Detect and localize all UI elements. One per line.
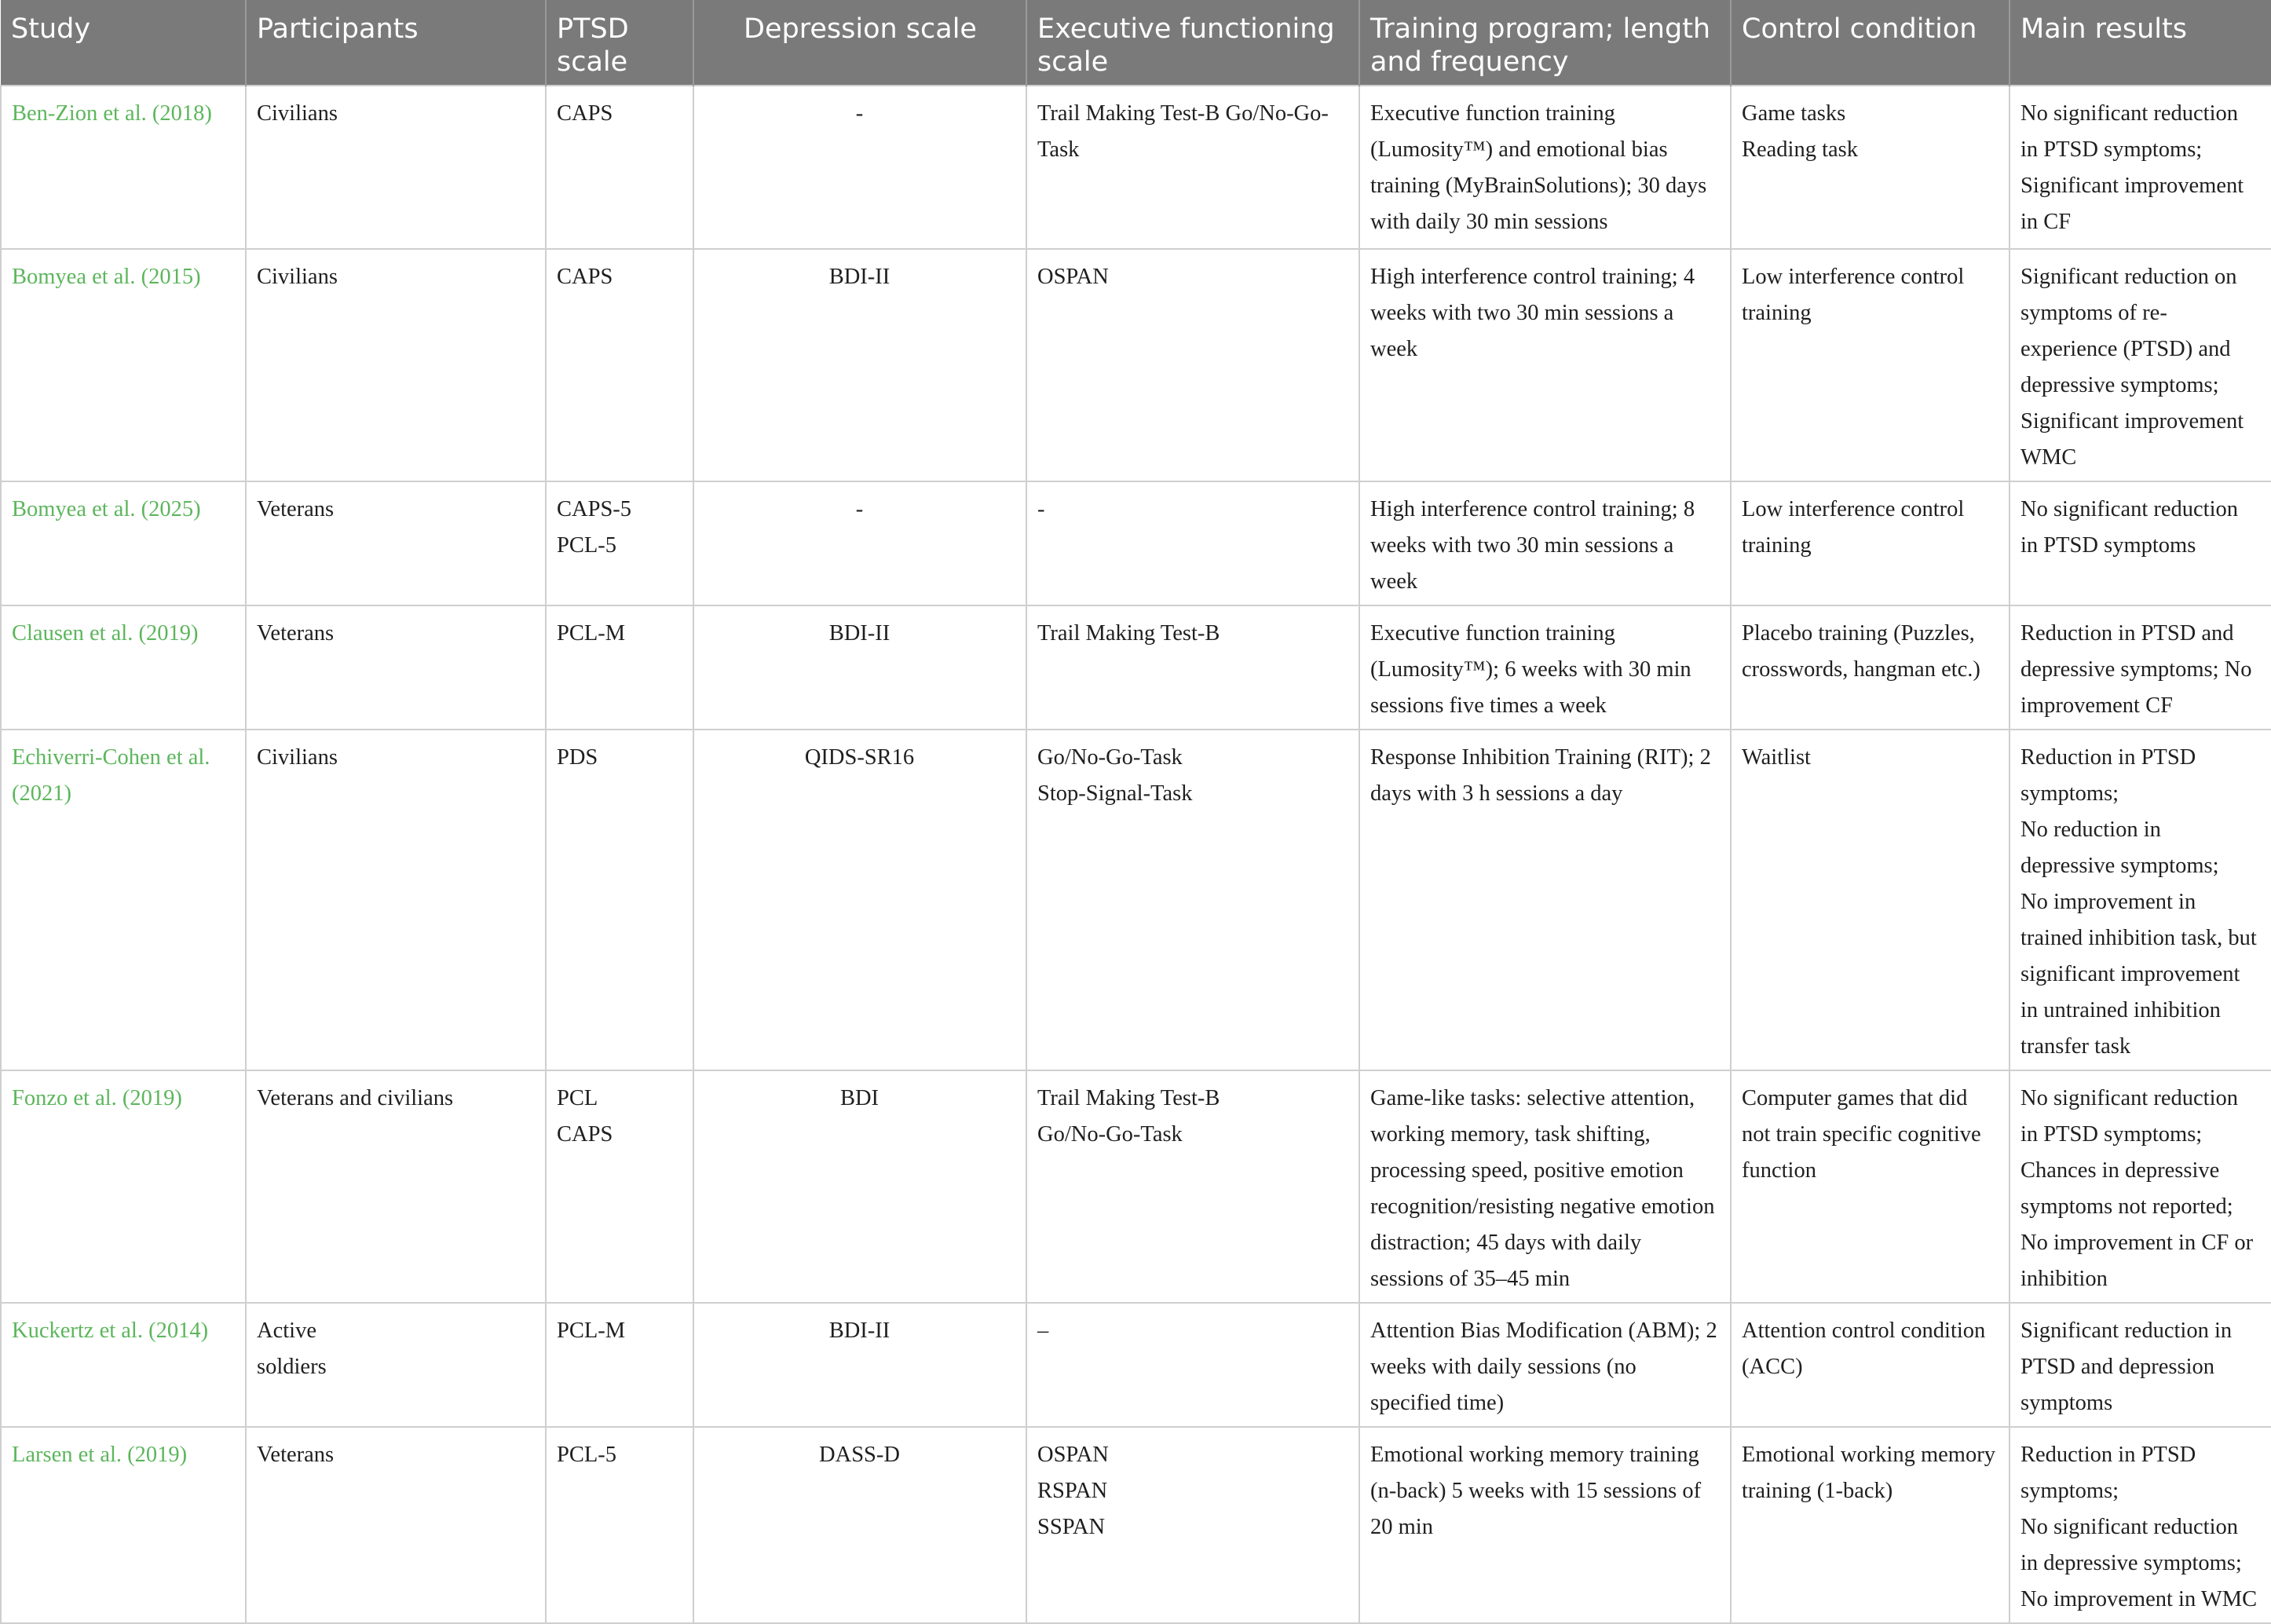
participants-cell: Civilians [246,249,546,481]
depression-scale-cell: - [693,86,1026,249]
control-cell: Attention control condition (ACC) [1731,1303,2010,1427]
control-cell: Game tasks Reading task [1731,86,2010,249]
table-row [1,1303,2271,1427]
executive-scale-cell: - [1026,481,1359,605]
study-link[interactable]: Echiverri-Cohen et al. (2021) [1,730,246,1070]
executive-scale-cell: – [1026,1303,1359,1427]
participants-cell: Veterans [246,1427,546,1623]
executive-scale-cell: OSPAN [1026,249,1359,481]
ptsd-scale-cell: PDS [546,730,693,1070]
depression-scale-cell: BDI-II [693,249,1026,481]
ptsd-scale-cell: CAPS [546,249,693,481]
training-cell: Executive function training (Lumosity™) and emotional bias training (MyBrainSolutions); 30 days with daily 30 min sessions [1359,86,1731,249]
depression-scale-cell: BDI-II [693,605,1026,730]
depression-scale-cell: BDI [693,1070,1026,1303]
training-cell: Attention Bias Modification (ABM); 2 weeks with daily sessions (no specified time) [1359,1303,1731,1427]
study-link[interactable]: Bomyea et al. (2025) [1,481,246,605]
header-executive-functioning-scale: Executive functioning scale [1026,0,1359,86]
depression-scale-cell: BDI-II [693,1303,1026,1427]
ptsd-scale-cell: PCL CAPS [546,1070,693,1303]
results-cell: Reduction in PTSD and depressive symptoms; No improvement CF [2010,605,2271,730]
ptsd-scale-cell: PCL-5 [546,1427,693,1623]
study-link[interactable]: Bomyea et al. (2015) [1,249,246,481]
participants-cell: Civilians [246,86,546,249]
executive-scale-cell: Go/No-Go-Task Stop-Signal-Task [1026,730,1359,1070]
training-cell: Game-like tasks: selective attention, working memory, task shifting, processing speed, positive emotion recognition/resisting negative emotion distraction; 45 days with daily sessions of 35–45 min [1359,1070,1731,1303]
executive-scale-cell: OSPAN RSPAN SSPAN [1026,1427,1359,1623]
participants-cell: Active soldiers [246,1303,546,1427]
training-cell: High interference control training; 8 weeks with two 30 min sessions a week [1359,481,1731,605]
executive-scale-cell: Trail Making Test-B Go/No-Go-Task [1026,1070,1359,1303]
training-cell: High interference control training; 4 weeks with two 30 min sessions a week [1359,249,1731,481]
participants-cell: Civilians [246,730,546,1070]
control-cell: Emotional working memory training (1-back) [1731,1427,2010,1623]
study-link[interactable]: Clausen et al. (2019) [1,605,246,730]
results-cell: Significant reduction in PTSD and depression symptoms [2010,1303,2271,1427]
table-row [1,249,2271,481]
results-cell: No significant reduction in PTSD symptoms [2010,481,2271,605]
table-row [1,730,2271,1070]
control-cell: Low interference control training [1731,481,2010,605]
depression-scale-cell: QIDS-SR16 [693,730,1026,1070]
header-training-program: Training program; length and frequency [1359,0,1731,86]
results-cell: Significant reduction on symptoms of re-experience (PTSD) and depressive symptoms; Significant improvement WMC [2010,249,2271,481]
participants-cell: Veterans [246,605,546,730]
control-cell: Waitlist [1731,730,2010,1070]
table-row [1,481,2271,605]
ptsd-scale-cell: CAPS-5 PCL-5 [546,481,693,605]
participants-cell: Veterans and civilians [246,1070,546,1303]
header-row [1,0,2271,86]
control-cell: Computer games that did not train specific cognitive function [1731,1070,2010,1303]
training-cell: Response Inhibition Training (RIT); 2 days with 3 h sessions a day [1359,730,1731,1070]
table-row [1,605,2271,730]
study-link[interactable]: Ben-Zion et al. (2018) [1,86,246,249]
header-study: Study [1,0,246,86]
header-participants: Participants [246,0,546,86]
header-ptsd-scale: PTSD scale [546,0,693,86]
table-row [1,1070,2271,1303]
study-link[interactable]: Fonzo et al. (2019) [1,1070,246,1303]
results-cell: Reduction in PTSD symptoms; No significant reduction in depressive symptoms; No improvement in WMC [2010,1427,2271,1623]
control-cell: Placebo training (Puzzles, crosswords, hangman etc.) [1731,605,2010,730]
control-cell: Low interference control training [1731,249,2010,481]
header-depression-scale: Depression scale [693,0,1026,86]
results-cell: No significant reduction in PTSD symptoms; Chances in depressive symptoms not reported; No improvement in CF or inhibition [2010,1070,2271,1303]
depression-scale-cell: - [693,481,1026,605]
header-control-condition: Control condition [1731,0,2010,86]
executive-scale-cell: Trail Making Test-B Go/No-Go-Task [1026,86,1359,249]
results-cell: Reduction in PTSD symptoms; No reduction in depressive symptoms; No improvement in trained inhibition task, but significant improvement in untrained inhibition transfer task [2010,730,2271,1070]
results-cell: No significant reduction in PTSD symptoms; Significant improvement in CF [2010,86,2271,249]
header-main-results: Main results [2010,0,2271,86]
table-row [1,86,2271,249]
ptsd-scale-cell: CAPS [546,86,693,249]
training-cell: Emotional working memory training (n-back) 5 weeks with 15 sessions of 20 min [1359,1427,1731,1623]
depression-scale-cell: DASS-D [693,1427,1026,1623]
table-row [1,1427,2271,1623]
ptsd-scale-cell: PCL-M [546,605,693,730]
ptsd-scale-cell: PCL-M [546,1303,693,1427]
study-link[interactable]: Kuckertz et al. (2014) [1,1303,246,1427]
participants-cell: Veterans [246,481,546,605]
training-cell: Executive function training (Lumosity™); 6 weeks with 30 min sessions five times a week [1359,605,1731,730]
executive-scale-cell: Trail Making Test-B [1026,605,1359,730]
study-link[interactable]: Larsen et al. (2019) [1,1427,246,1623]
